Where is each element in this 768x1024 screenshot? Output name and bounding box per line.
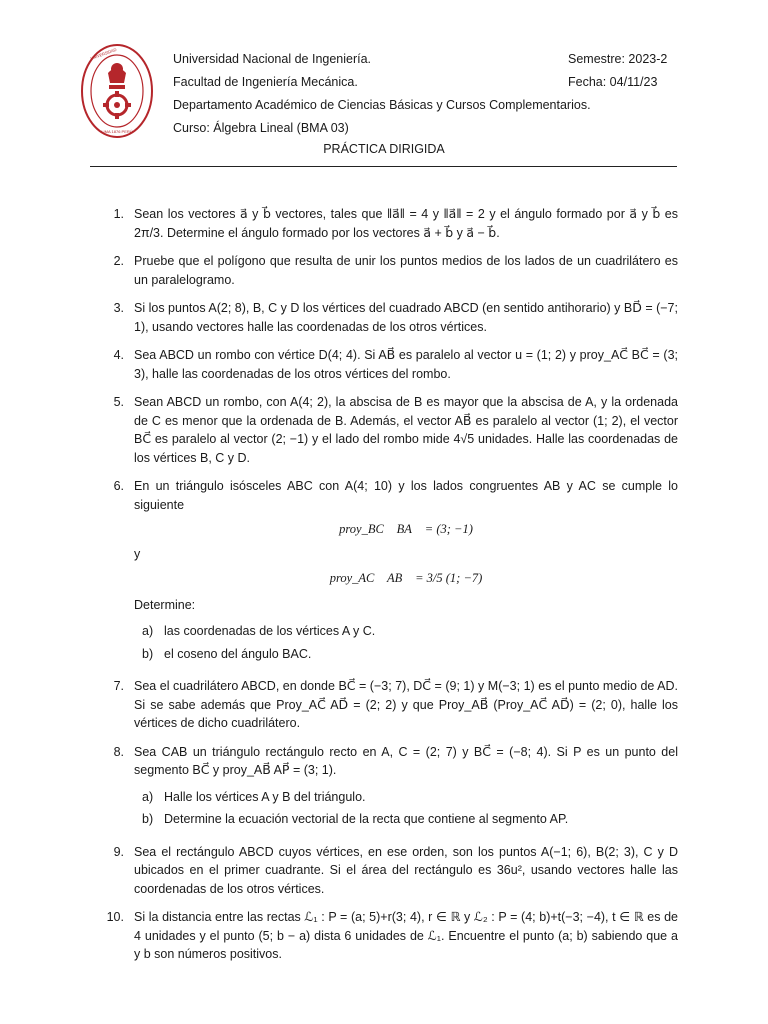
sub-item-label: a): [142, 624, 154, 638]
problem-text: Sea el rectángulo ABCD cuyos vértices, en ese orden, son los puntos A(−1; 6), B(2; 3), C y D ubicados en el primer cuadrante. Si el área del rectángulo es 36u², usando vectores halle las coordenadas de los otros vértices.: [134, 844, 678, 896]
problem-text: Sea el cuadrilátero ABCD, en donde BC⃗ = (−3; 7), DC⃗ = (9; 1) y M(−3; 1) es el punto medio de AD. Si se sabe además que Proy_AC⃗ AD⃗ = (2; 2) y que Proy_AB⃗ (Proy_AC⃗ AD⃗) = (2; 0), halle los vértices de dicho cuadrilátero.: [134, 679, 678, 730]
sub-item-b: [134, 645, 678, 664]
svg-text:UNIVERSIDAD: UNIVERSIDAD: [89, 46, 118, 61]
display-equation-2: proy_AC⃗ AB⃗ = 3/5 (1; −7): [329, 571, 483, 585]
problem-number: 3.: [113, 301, 124, 315]
faculty-name: Facultad de Ingeniería Mecánica.: [173, 75, 358, 89]
problem-number: 9.: [113, 844, 124, 859]
problem-3: [96, 299, 678, 336]
problem-9: [96, 843, 678, 899]
svg-text:LIMA 1876 PERÚ: LIMA 1876 PERÚ: [101, 129, 133, 134]
sub-item-label: b): [142, 646, 154, 661]
document-title: PRÁCTICA DIRIGIDA: [323, 142, 445, 156]
problem-text: Si los puntos A(2; 8), B, C y D los vértices del cuadrado ABCD (en sentido antihorario) y BD⃗ = (−7; 1), usando vectores halle las coordenadas de los otros vértices.: [134, 301, 678, 334]
problem-number: 8.: [113, 744, 124, 759]
department-name: Departamento Académico de Ciencias Básicas y Cursos Complementarios.: [173, 98, 591, 112]
problem-6: [96, 477, 678, 667]
problem-1: [96, 205, 678, 242]
problem-list: [96, 205, 678, 974]
problem-4: [96, 346, 678, 383]
course-name: Curso: Álgebra Lineal (BMA 03): [173, 121, 349, 135]
determine-label: Determine:: [134, 597, 196, 612]
problem-number: 2.: [113, 254, 124, 268]
problem-number: 6.: [113, 479, 124, 493]
header-divider: [90, 166, 677, 167]
display-equation-1: proy_BC⃗ BA⃗ = (3; −1): [339, 522, 473, 536]
sub-item-label: b): [142, 812, 154, 826]
sub-item-text: Halle los vértices A y B del triángulo.: [164, 789, 366, 804]
problem-number: 5.: [113, 395, 124, 409]
university-name: Universidad Nacional de Ingeniería.: [173, 52, 372, 66]
problem-text: Si la distancia entre las rectas ℒ₁ : P = (a; 5)+r(3; 4), r ∈ ℝ y ℒ₂ : P = (4; b)+t(−3; −4), t ∈ ℝ es de 4 unidades y el punto (5; b − a) dista 6 unidades de ℒ₁. Encuentre el punto (a; b) sabiendo que a y b son números positivos.: [134, 910, 678, 961]
sub-item-a: [134, 788, 678, 807]
semester: Semestre: 2023-2: [568, 52, 668, 66]
problem-text: Sea ABCD un rombo con vértice D(4; 4). Si AB⃗ es paralelo al vector u = (1; 2) y proy_AC⃗ BC⃗ = (3; 3), halle las coordenadas de los otros vértices del rombo.: [134, 348, 678, 381]
problem-7: [96, 677, 678, 733]
problem-text: Pruebe que el polígono que resulta de unir los puntos medios de los lados de un cuadrilátero es un paralelogramo.: [134, 254, 678, 287]
problem-number: 10.: [106, 910, 124, 924]
sub-item-text: el coseno del ángulo BAC.: [164, 646, 312, 661]
university-seal-icon: [80, 43, 154, 139]
problem-text: Sean los vectores a⃗ y b⃗ vectores, tales que ‖a⃗‖ = 4 y ‖a⃗‖ = 2 y el ángulo formado por a⃗ y b⃗ es 2π/3. Determine el ángulo formado por los vectores a⃗ + b⃗ y a⃗ − b⃗.: [134, 207, 678, 240]
sub-item-b: [134, 810, 678, 829]
sub-item-text: Determine la ecuación vectorial de la recta que contiene al segmento AP.: [164, 812, 569, 826]
sub-item-a: [134, 622, 678, 641]
sub-item-text: las coordenadas de los vértices A y C.: [164, 624, 376, 638]
problem-number: 1.: [113, 207, 124, 221]
problem-text: Sean ABCD un rombo, con A(4; 2), la abscisa de B es mayor que la abscisa de A, y la ordenada de C es menor que la ordenada de B. Además, el vector AB⃗ es paralelo al vector (1; 2), el vector BC⃗ es paralelo al vector (2; −1) y el lado del rombo mide 4√5 unidades. Halle las coordenadas de los vértices B, C y D.: [134, 395, 678, 465]
problem-8: [96, 743, 678, 833]
connector-text: y: [134, 546, 141, 561]
problem-text: Sea CAB un triángulo rectángulo recto en A, C = (2; 7) y BC⃗ = (−8; 4). Si P es un punto del segmento BC⃗ y proy_AB⃗ AP⃗ = (3; 1).: [134, 744, 678, 777]
problem-2: [96, 252, 678, 289]
problem-text: En un triángulo isósceles ABC con A(4; 10) y los lados congruentes AB y AC se cumple lo siguiente: [134, 479, 678, 512]
problem-number: 7.: [113, 679, 124, 693]
problem-number: 4.: [113, 348, 124, 362]
problem-5: [96, 393, 678, 467]
date: Fecha: 04/11/23: [568, 75, 658, 89]
problem-10: [96, 908, 678, 964]
sub-item-label: a): [142, 789, 154, 804]
